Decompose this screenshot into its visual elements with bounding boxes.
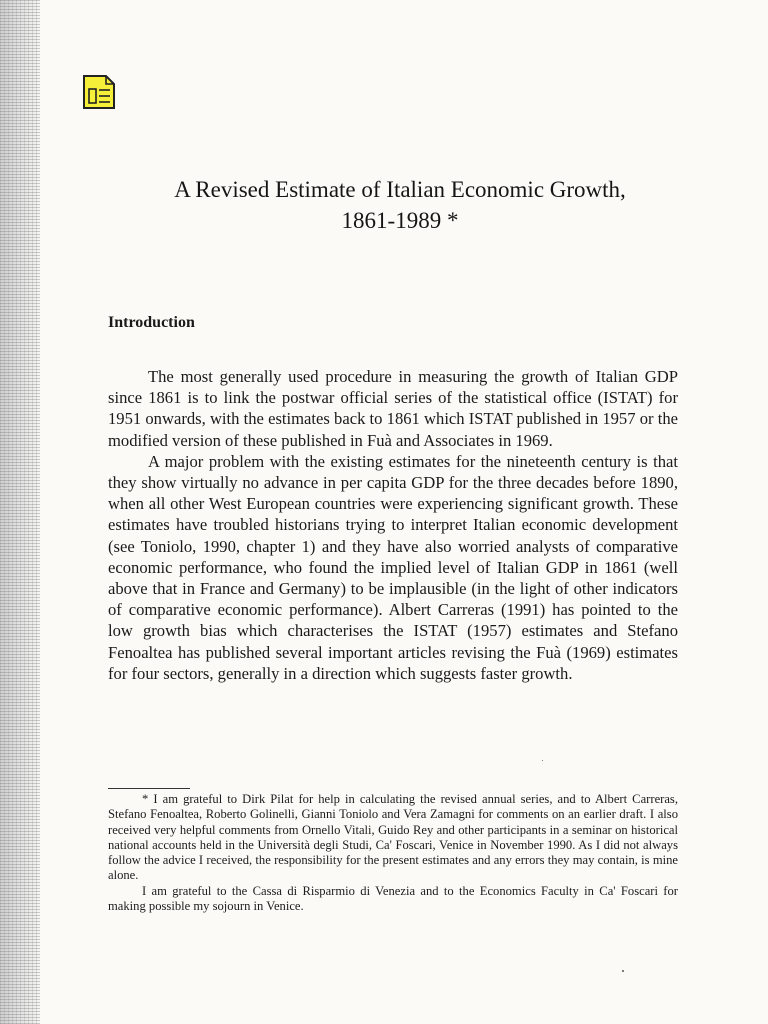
- section-heading: Introduction: [108, 314, 195, 331]
- scanned-binding-edge: [0, 0, 40, 1024]
- paper-title: [100, 174, 700, 236]
- title-line-2: 1861-1989 *: [341, 208, 459, 233]
- paragraph-2: A major problem with the existing estimates for the nineteenth century is that they show virtually no advance in per capita GDP for the three decades before 1890, when all other West European countries were experiencing significant growth. These estimates have troubled historians trying to interpret Italian economic development (see Toniolo, 1990, chapter 1) and they have also worried analysts of comparative economic performance, who found the implied level of Italian GDP in 1861 (well above that in France and Germany) to be implausible (in the light of other indicators of comparative economic performance). Albert Carreras (1991) has pointed to the low growth bias which characterises the ISTAT (1957) estimates and Stefano Fenoaltea has published several important articles revising the Fuà (1969) estimates for four sectors, generally in a direction which suggests faster growth.: [108, 451, 678, 683]
- title-line-1: A Revised Estimate of Italian Economic Growth,: [174, 177, 626, 202]
- footnotes: [108, 792, 678, 914]
- footnote-separator: [108, 788, 190, 789]
- document-note-icon[interactable]: [82, 74, 116, 110]
- scan-speck: [622, 970, 624, 972]
- footnote-1: * I am grateful to Dirk Pilat for help in calculating the revised annual series, and to Albert Carreras, Stefano Fenoaltea, Roberto Golinelli, Gianni Toniolo and Vera Zamagni for comments on an earlier draft. I also received very helpful comments from Ornello Vitali, Guido Rey and other participants in a seminar on historical national accounts held in the Università degli Studi, Ca' Foscari, Venice in November 1990. As I did not always follow the advice I received, the responsibility for the present estimates and any errors they may contain, is mine alone.: [108, 792, 678, 883]
- footnote-2: I am grateful to the Cassa di Risparmio di Venezia and to the Economics Faculty in Ca' Foscari for making possible my sojourn in Venice.: [108, 883, 678, 914]
- scan-speck: [542, 760, 543, 761]
- body-text: [108, 366, 678, 684]
- paragraph-1: The most generally used procedure in measuring the growth of Italian GDP since 1861 is to link the postwar official series of the statistical office (ISTAT) for 1951 onwards, with the estimates back to 1861 which ISTAT published in 1957 or the modified version of these published in Fuà and Associates in 1969.: [108, 367, 678, 450]
